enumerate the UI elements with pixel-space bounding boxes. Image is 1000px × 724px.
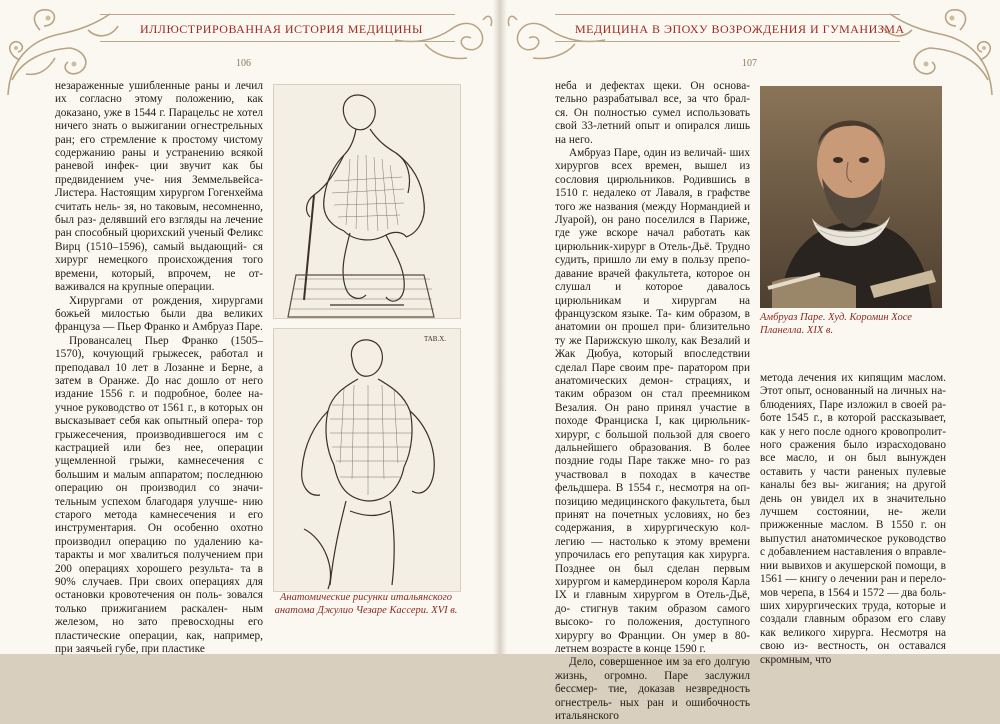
plate-tab-label: TAB.X. xyxy=(424,335,446,343)
text-line: ного сражения было израсходовано все xyxy=(760,439,946,465)
text-line: инструментария. Он особенно охотно xyxy=(55,522,263,535)
left-paragraph-2 xyxy=(55,295,263,335)
text-line: фельдшера. В 1554 г., несмотря на оп- xyxy=(555,482,750,495)
text-line: страциях, и таким образом он стал xyxy=(555,374,750,401)
text-line: ции звучит как бы предвидением уче- xyxy=(55,160,263,186)
text-line: метода лечения их кипящим маслом. xyxy=(760,372,946,384)
text-line: Дело, совершенное им за его долгую xyxy=(569,656,750,669)
ambroise-pare-portrait xyxy=(760,86,942,308)
text-line: того же названия (между Нормандией и xyxy=(555,200,750,213)
text-line: го раз участвовал в походах в качестве xyxy=(555,455,750,481)
text-line: им с кастрацией или без нее, операции xyxy=(55,428,263,454)
text-line: ния Земмельвейса-Листера. Настоящим xyxy=(55,173,263,200)
text-line: затем в Оранже. До нас дошло от него xyxy=(55,374,263,387)
anatomical-drawing-seated xyxy=(273,84,461,319)
text-line: таракты и мог хвалиться получением xyxy=(55,549,241,562)
text-line: цирюльник-хирург, с большой пользой xyxy=(555,415,751,441)
text-line: без содержания, в хирургическую кол- xyxy=(555,509,750,535)
text-line: Паре. xyxy=(236,321,263,334)
text-line: паратором при анатомических демон- xyxy=(555,361,750,387)
text-line: ущемленной грыжи, камнесечения с xyxy=(55,455,263,468)
text-line: масло, и он был вынужден оставить у xyxy=(760,452,946,478)
text-line: учное руководство от 1561 г., в которых xyxy=(55,401,249,414)
left-page-number: 106 xyxy=(236,58,251,69)
text-line: впоследствии сделал Паре своим пре- xyxy=(555,348,750,374)
text-line: на него. xyxy=(555,133,593,146)
text-line: ким образом, в анатомии он прошел при- xyxy=(555,307,750,334)
text-line: мов черепа, в 1564 и 1572 — два боль- xyxy=(760,586,946,599)
right-paragraph-3 xyxy=(555,656,750,723)
text-line: Позднее он был сделан первым хирургом xyxy=(555,562,750,589)
text-line: преподавал 10 лет в Лозанне и Берне, а xyxy=(55,361,263,374)
text-line: ся хирург немецкого происхождения xyxy=(55,240,263,267)
text-line: слушал и которое давалось цирюльникам xyxy=(555,281,750,307)
text-line: вестность, он оставался скромным, что xyxy=(760,640,946,666)
text-line: упрочилась его репутация как хирурга. xyxy=(555,549,750,562)
text-line: го положения, доступного хирургу во xyxy=(555,616,750,642)
text-line: выпустил анатомическое руководство xyxy=(760,532,946,545)
right-col2-paragraph-1 xyxy=(760,372,946,667)
text-line: В более поздние годы Паре также мно- xyxy=(555,441,750,468)
left-running-head: ИЛЛЮСТРИРОВАННАЯ ИСТОРИЯ МЕДИЦИНЫ xyxy=(140,22,424,36)
text-line: ных ран и ошибочность итальянского xyxy=(555,696,750,723)
book-gutter xyxy=(493,0,507,654)
text-line: Франции. Он умер в 80-летнем возрасте xyxy=(555,629,750,656)
text-line: и устранению всякой раневой инфек- xyxy=(55,147,263,173)
text-line: ным железом, но зато превосходны его xyxy=(55,602,263,629)
text-line: как у него после одного кровопролит- xyxy=(760,425,946,438)
text-line: большим и малым аппаратом; последнюю xyxy=(55,468,263,481)
text-line: способный цюрихский ученый Феликс xyxy=(74,227,263,240)
text-line: тельно разрабатывал все, за что брал- xyxy=(555,93,750,106)
text-line: тор грыжесечения, производившегося xyxy=(55,415,263,441)
text-line: он высказывает себя как опытный опера- xyxy=(55,401,264,428)
text-line: простому чистому содержанию раны xyxy=(55,133,263,160)
text-line: стигнув таким образом самого высоко- xyxy=(555,602,751,629)
text-line: преемником Везалия. Он рано принял xyxy=(555,388,750,414)
text-line: тельным успехом благодаря улучше- xyxy=(55,495,238,508)
text-line: нии вывихов и акушерской помощи, в xyxy=(760,559,946,572)
text-line: свой 33-летний опыт и опирался лишь xyxy=(555,120,750,133)
text-line: француза — Пьер Франко и Амбруаз xyxy=(55,321,234,334)
portrait-caption: Амбруаз Паре. Худ. Коромин Хосе Планелла. XIX в. xyxy=(760,312,912,336)
text-line: не хотел ничего знать о выжигании xyxy=(55,106,263,133)
text-line: важивался на крупные операции. xyxy=(55,281,215,294)
right-running-head: МЕДИЦИНА В ЭПОХУ ВОЗРОЖДЕНИЯ И ГУМАНИЗМА xyxy=(575,22,905,36)
text-line: был принят на почетных условиях, но xyxy=(555,495,750,521)
text-line: при 200 операциях хорошего результа- xyxy=(55,549,264,575)
text-line: где уже вскоре начал работать как xyxy=(555,227,750,240)
text-line: Амбруаз Паре, один из величай- xyxy=(569,147,727,160)
text-line: огнестрельных ран; его стремление к xyxy=(55,120,263,146)
text-line: и камердинером короля Карла IX xyxy=(555,576,750,602)
text-line: Хирургами от рождения, хирургами xyxy=(69,294,263,307)
text-line: части раненых пулевые каналы без вы- xyxy=(760,465,947,492)
text-line: незараженные ушибленные раны и xyxy=(55,80,231,92)
text-line: боте 1545 г., в которой рассказывает, xyxy=(760,412,946,425)
text-line: создали главным образом его славу как xyxy=(760,613,946,639)
text-line: давание врачей факультета, которое он xyxy=(555,267,750,280)
text-line: 1561 — книгу о лечении ран и перело- xyxy=(760,573,946,586)
text-line: сословия цирюльников. Родившись в xyxy=(555,173,750,186)
text-line: та в 90% случаев. При своих операциях xyxy=(55,562,263,589)
text-line: делявший его взгляды на лечение ран xyxy=(55,214,263,240)
left-text-column xyxy=(55,80,263,656)
text-line: Вирц (1510–1596), самый выдающий- xyxy=(55,240,247,253)
text-line: ся. Он полностью сумел использовать xyxy=(555,106,750,119)
text-line: пластические операции, как, например, xyxy=(55,629,263,642)
text-line: операцию он производил со значи- xyxy=(55,482,263,495)
text-line: близительно ту же Парижскую школу, xyxy=(555,321,751,347)
text-line: производил операцию по удалению ка- xyxy=(55,535,263,548)
text-line: в конце 1590 г. xyxy=(635,643,706,656)
text-line: Этот опыт, основанный на личных на- xyxy=(760,385,946,398)
text-line: как Везалий и Жак Дюбуа, который xyxy=(555,334,750,361)
text-line: жели прижженные маслом. В 1550 г. он xyxy=(760,506,947,532)
text-line: неба и дефектах щеки. Он основа- xyxy=(555,80,750,92)
text-line: легию — настолько к этому времени xyxy=(555,535,750,548)
text-line: жигания; на другой день он увидел их xyxy=(760,479,946,505)
right-text-column-2 xyxy=(760,372,946,667)
left-paragraph-3 xyxy=(55,335,263,657)
left-paragraph-1 xyxy=(55,80,263,295)
right-page-number: 107 xyxy=(742,58,757,69)
text-line: издание 1556 г. и подробное, более на- xyxy=(55,388,263,401)
text-line: ших хирургических труда, которые и xyxy=(760,599,946,612)
text-line: для своего дальнейшего образования. xyxy=(555,428,750,454)
text-line: позицию медицинского факультета, xyxy=(555,495,728,508)
text-line: судить, пришло ли ему в пользу препо- xyxy=(555,254,750,267)
text-line: как доказано, уже в 1544 г. Парацельс xyxy=(55,93,263,119)
text-line: блюдениях, Паре изложил в своей ра- xyxy=(760,398,946,411)
text-line: божьей милостью были два великих xyxy=(55,307,263,320)
text-line: тие, доказав незвредность огнестрель- xyxy=(555,683,750,709)
right-text-column-1 xyxy=(555,80,750,724)
right-paragraph-1 xyxy=(555,80,750,147)
text-line: великого хирурга. Несмотря на свою из- xyxy=(760,626,947,653)
text-line: и главным хирургом в Отель-Дьё, до- xyxy=(555,589,750,615)
text-line: того времени, который, впрочем, не от- xyxy=(55,254,264,280)
text-line: участие в походе Франциска I, как xyxy=(555,401,751,428)
text-line: зя, но таковым, несомненно, был раз- xyxy=(55,200,264,227)
text-line: Луарой), он рано поселился в Париже, xyxy=(555,214,750,227)
text-line: при заячьей губе, при пластике xyxy=(55,643,205,656)
text-line: 1570), кочующий грыжесек, работал и xyxy=(55,348,263,361)
anatomical-drawing-standing xyxy=(273,328,461,592)
text-line: 1510 г. недалеко от Лаваля, в графстве xyxy=(555,187,750,200)
text-line: с добавлением наставления о вправле- xyxy=(760,546,946,559)
left-figure-caption: Анатомические рисунки итальянского анатома Джулио Чезаре Кассери. XVI в. xyxy=(274,592,458,616)
text-line: цирюльник-хирург в Отель-Дьё. Трудно xyxy=(555,240,750,253)
text-line: и хирургам на французском языке. Та- xyxy=(555,294,751,320)
text-line: в значительно лучшем состоянии, не- xyxy=(760,492,947,519)
text-line: лечил их согласно этому положению, xyxy=(55,80,263,106)
text-line: Провансалец Пьер Франко (1505– xyxy=(69,334,263,347)
text-line: для остановки кровотечения он поль- xyxy=(55,576,264,602)
right-paragraph-2 xyxy=(555,147,750,656)
text-line: жизнь, огромно. Паре заслужил бессмер- xyxy=(555,669,750,696)
text-line: зовался только прижиганием раскален- xyxy=(55,589,263,615)
text-line: ших хирургов всех времен, вышел из xyxy=(555,147,751,173)
text-line: хирургом Гогенхейма считать нель- xyxy=(55,187,264,213)
text-line: нию старого метода камнесечения и его xyxy=(55,495,263,521)
